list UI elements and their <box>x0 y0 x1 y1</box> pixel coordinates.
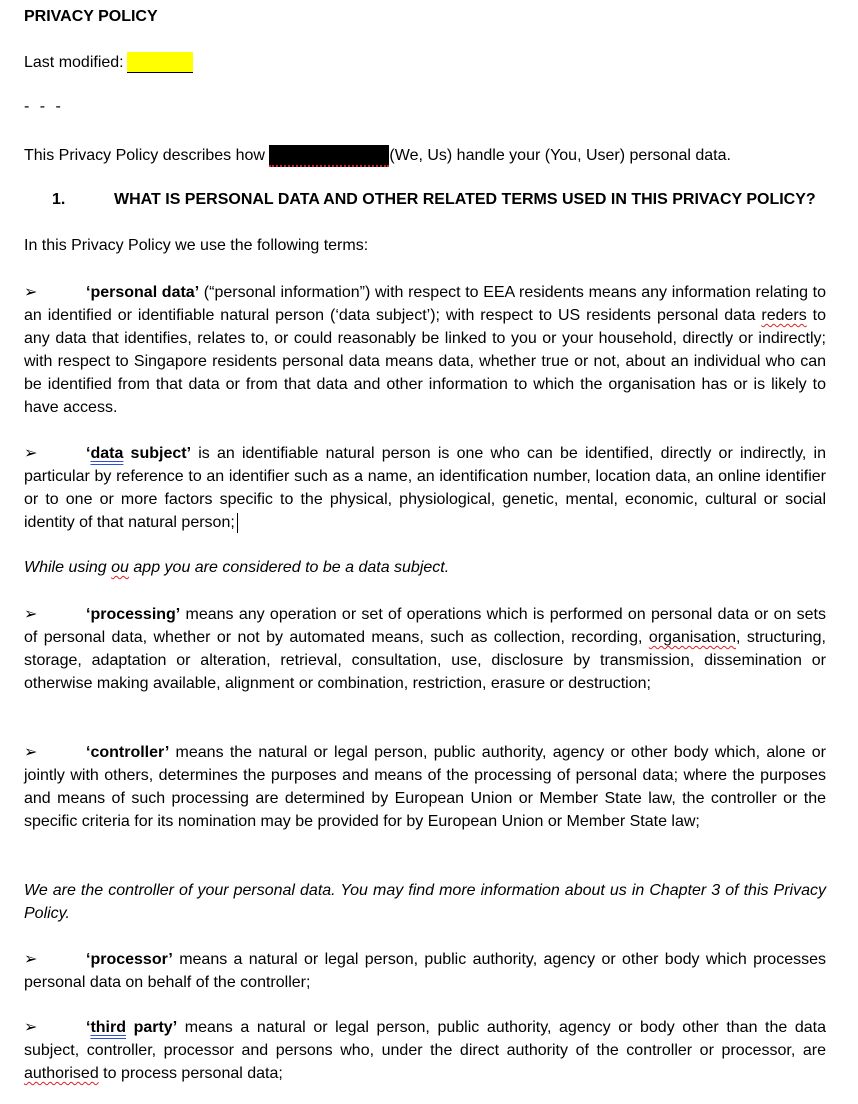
term-processor <box>24 948 826 994</box>
spelling-error[interactable]: authorised <box>24 1065 99 1082</box>
grammar-flag[interactable]: data <box>90 445 124 462</box>
term-label: ‘controller’ <box>86 744 170 761</box>
term-label-part: ‘ <box>86 1019 91 1036</box>
term-text: to any data that identifies, relates to, or could reasonably be linked to you or your household, directly or indirectly; with respect to Singapore residents personal data means data, whether true or not, about an individual who can be identified from that data or from that data and other information to which the organisation has or is likely to have access. <box>24 307 826 416</box>
intro-paragraph <box>24 145 731 167</box>
spelling-error[interactable]: organisation <box>648 629 737 646</box>
bullet-arrow-icon: ➢ <box>24 1019 38 1036</box>
term-label <box>86 445 191 462</box>
term-text: (“personal information”) with respect to EEA residents means any information relating to an identified or identifiable natural person (‘data subject’); with respect to US residents personal data <box>24 284 826 324</box>
term-third-party <box>24 1016 826 1085</box>
bullet-arrow-icon: ➢ <box>24 445 38 462</box>
separator: - - - <box>24 98 64 115</box>
controller-note: We are the controller of your personal data. You may find more information about us in Chapter 3 of this Privacy Policy. <box>24 882 826 922</box>
term-text: , structuring, storage, adaptation or alteration, retrieval, consultation, use, disclosure by transmission, dissemination or otherwise making available, alignment or combination, restriction, erasure or destruction; <box>24 629 826 692</box>
document-title: PRIVACY POLICY <box>24 8 158 25</box>
note-text: app you are considered to be a data subject. <box>128 559 450 576</box>
bullet-arrow-icon: ➢ <box>24 284 38 301</box>
term-label <box>86 1019 177 1036</box>
term-text: to process personal data; <box>98 1065 283 1082</box>
last-modified-highlight-blank[interactable] <box>127 52 193 73</box>
bullet-arrow-icon: ➢ <box>24 951 38 968</box>
section-title: WHAT IS PERSONAL DATA AND OTHER RELATED TERMS USED IN THIS PRIVACY POLICY? <box>114 191 816 208</box>
spelling-error[interactable]: ou <box>111 559 129 576</box>
section-1-heading <box>52 189 816 211</box>
bullet-arrow-icon: ➢ <box>24 744 38 761</box>
term-label: ‘processing’ <box>86 606 181 623</box>
term-controller <box>24 741 826 833</box>
spelling-error[interactable]: reders <box>761 307 807 324</box>
term-data-subject <box>24 442 826 534</box>
term-personal-data <box>24 281 826 419</box>
last-modified-label: Last modified: <box>24 54 124 71</box>
term-text: means a natural or legal person, public authority, agency or other body which processes personal data on behalf of the controller; <box>24 951 826 991</box>
terms-intro: In this Privacy Policy we use the following terms: <box>24 237 369 254</box>
data-subject-note <box>24 557 449 579</box>
redacted-company-name <box>269 145 389 167</box>
term-label-part: subject’ <box>123 445 192 462</box>
intro-text-before: This Privacy Policy describes how <box>24 147 265 165</box>
term-processing <box>24 603 826 695</box>
grammar-flag[interactable]: third <box>90 1019 126 1036</box>
last-modified-line <box>24 52 193 74</box>
note-text: While using <box>24 559 112 576</box>
term-label-part: ‘ <box>86 445 91 462</box>
term-text: means the natural or legal person, public authority, agency or other body which, alone or jointly with others, determines the purposes and means of the processing of personal data; where the purposes and means of such processing are determined by European Union or Member State law, the controller or the specific criteria for its nomination may be provided for by European Union or Member State law; <box>24 744 826 830</box>
term-text: is an identifiable natural person is one who can be identified, directly or indirectly, in particular by reference to an identifier such as a name, an identification number, location data, an online identifier or to one or more factors specific to the physical, physiological, genetic, mental, economic, cultural or social identity of that natural person; <box>24 445 827 531</box>
term-text: means any operation or set of operations which is performed on personal data or on sets of personal data, whether or not by automated means, such as collection, recording, <box>24 606 826 646</box>
bullet-arrow-icon: ➢ <box>24 606 38 623</box>
term-label: ‘personal data’ <box>86 284 200 301</box>
intro-text-after: (We, Us) handle your (You, User) personal data. <box>389 147 731 165</box>
term-label-part: party’ <box>126 1019 178 1036</box>
term-text: means a natural or legal person, public authority, agency or body other than the data subject, controller, processor and persons who, under the direct authority of the controller or processor, are <box>24 1019 827 1059</box>
section-number: 1. <box>52 191 66 208</box>
text-cursor <box>237 513 238 533</box>
term-label: ‘processor’ <box>86 951 173 968</box>
